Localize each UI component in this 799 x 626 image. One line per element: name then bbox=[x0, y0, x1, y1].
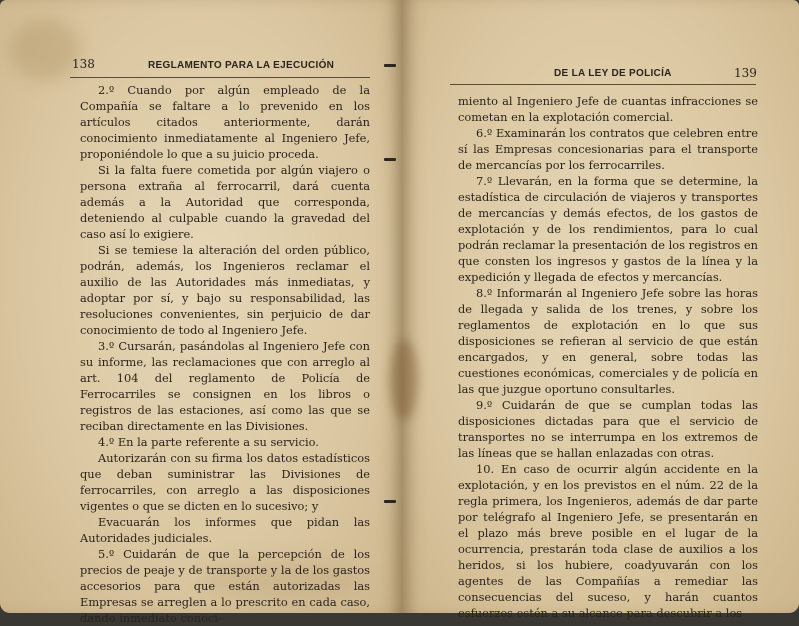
binding-stitch bbox=[384, 158, 396, 161]
binding-stitch bbox=[384, 64, 396, 67]
left-paragraph: Si se temiese la alteración del orden público, podrán, además, los Ingenieros reclamar el auxilio de las Autoridades más inmediatas, y adoptar por sí, y bajo su responsabilidad, las resoluciones convenientes, sin perjuicio de dar conocimiento de todo al Ingeniero Jefe. bbox=[80, 243, 370, 337]
left-paragraph: 4.º En la parte referente a su servicio. bbox=[98, 435, 319, 449]
right-paragraph: 9.º Cuidarán de que se cumplan todas las disposiciones dictadas para que el servicio de transportes no se interrumpa en los extremos de las líneas que se hallan enlazadas con otras. bbox=[458, 398, 758, 460]
left-paragraph: 5.º Cuidarán de que la percepción de los precios de peaje y de transporte y la de los gastos accesorios para que están autorizadas las Empresas se arreglen a lo prescrito en cada caso, dando inmediato conoci- bbox=[80, 547, 370, 625]
left-page-number: 138 bbox=[72, 57, 95, 71]
left-header-rule bbox=[70, 77, 370, 78]
right-body-text bbox=[458, 93, 758, 621]
right-paragraph: 10. En caso de ocurrir algún accidente en la explotación, y en los previstos en el núm. 22 de la regla primera, los Ingenieros, además de dar parte por telégrafo al Ingeniero Jefe, se presentarán en el plazo más breve posible en el lugar de la ocurrencia, prestarán toda clase de auxilios a los heridos, si los hubiere, coadyuvarán con los agentes de las Compañías a remediar las consecuencias del suceso, y harán cuantos esfuerzos estén a su alcance para descubrir a los bbox=[458, 462, 758, 620]
left-paragraph: 3.º Cursarán, pasándolas al Ingeniero Jefe con su informe, las reclamaciones que con arreglo al art. 104 del reglamento de Policía de Ferrocarriles se consignen en los libros o registros de las estaciones, así como las que se reciban directamente en las Divisiones. bbox=[80, 339, 370, 433]
left-running-header: REGLAMENTO PARA LA EJECUCIÓN bbox=[148, 60, 335, 71]
left-paragraph: Autorizarán con su firma los datos estadísticos que deban suministrar las Divisiones de ferrocarriles, con arreglo a las disposiciones vigentes o que se dicten en lo sucesivo; y bbox=[80, 451, 370, 513]
right-paragraph: 8.º Informarán al Ingeniero Jefe sobre las horas de llegada y salida de los trenes, y sobre los reglamentos de explotación en lo que sus disposiciones se refieran al servicio de que están encargados, y en general, sobre todas las cuestiones económicas, comerciales y de policía en las que juzgue oportuno consultarles. bbox=[458, 286, 758, 396]
right-continuation: miento al Ingeniero Jefe de cuantas infracciones se cometan en la explotación comercial. bbox=[458, 94, 758, 124]
right-page-number: 139 bbox=[734, 66, 757, 80]
left-paragraph: Si la falta fuere cometida por algún viajero o persona extraña al ferrocarril, dará cuenta además a la Autoridad que corresponda, deteniendo al culpable cuando la gravedad del caso así lo exigiere. bbox=[80, 163, 370, 241]
right-header-rule bbox=[450, 84, 756, 85]
left-body-text bbox=[80, 82, 370, 626]
left-paragraph: Evacuarán los informes que pidan las Autoridades judiciales. bbox=[80, 515, 370, 545]
left-paragraph: 2.º Cuando por algún empleado de la Compañía se faltare a lo prevenido en los artículos citados anteriormente, darán conocimiento inmediatamente al Ingeniero Jefe, proponiéndole lo que a su juicio proceda. bbox=[80, 83, 370, 161]
right-page bbox=[402, 0, 799, 620]
right-running-header: DE LA LEY DE POLICÍA bbox=[554, 68, 672, 79]
binding-stitch bbox=[384, 500, 396, 503]
right-paragraph: 6.º Examinarán los contratos que celebren entre sí las Empresas concesionarias para el transporte de mercancías por los ferrocarriles. bbox=[458, 126, 758, 172]
right-paragraph: 7.º Llevarán, en la forma que se determine, la estadística de circulación de viajeros y transportes de mercancías y demás efectos, de los gastos de explotación y de los rendimientos, para lo cual podrán reclamar la presentación de los registros en que consten los ingresos y gastos de la línea y la expedición y llegada de efectos y mercancías. bbox=[458, 174, 758, 284]
